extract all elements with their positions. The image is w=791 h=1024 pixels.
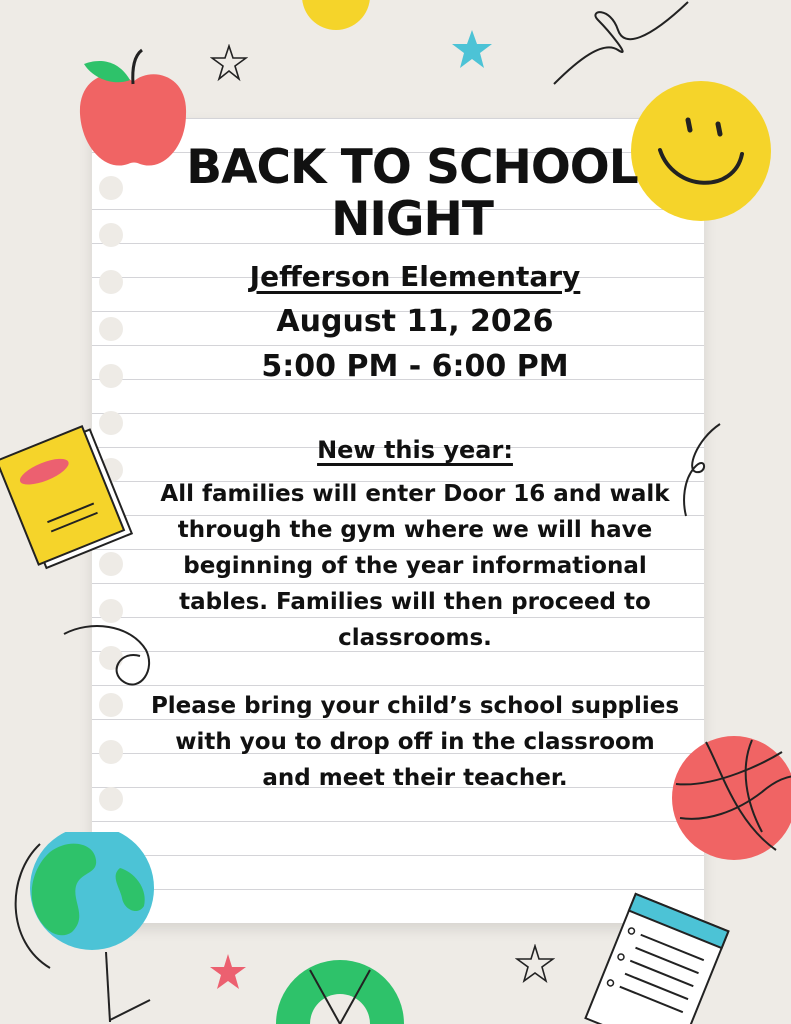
notepad-icon bbox=[574, 886, 734, 1024]
squiggle-decoration bbox=[60, 620, 160, 700]
squiggle-decoration bbox=[548, 0, 698, 90]
title-line-2: NIGHT bbox=[331, 192, 493, 247]
squiggle-decoration bbox=[676, 420, 736, 520]
new-this-year-text: New this year: bbox=[317, 436, 513, 464]
new-this-year-heading bbox=[120, 436, 710, 464]
star-icon bbox=[515, 944, 555, 984]
star-icon bbox=[210, 44, 248, 82]
basketball-icon bbox=[666, 732, 791, 862]
star-icon bbox=[450, 28, 494, 72]
star-icon bbox=[208, 952, 248, 992]
school-name-text: Jefferson Elementary bbox=[249, 260, 581, 293]
event-date: August 11, 2026 bbox=[276, 304, 554, 339]
title-line-1: BACK TO SCHOOL bbox=[186, 140, 638, 195]
globe-icon bbox=[10, 832, 170, 1024]
new-this-year-body: All families will enter Door 16 and walk through the gym where we will have beginning of the year informational tables. Families will then proceed to classrooms. bbox=[160, 481, 670, 651]
supplies-note: Please bring your child’s school supplies with you to drop off in the classroom and meet their teacher. bbox=[150, 693, 680, 791]
book-icon bbox=[0, 420, 140, 575]
event-time: 5:00 PM - 6:00 PM bbox=[261, 349, 569, 384]
sun-icon bbox=[300, 0, 372, 32]
school-name bbox=[120, 260, 710, 293]
protractor-icon bbox=[270, 950, 410, 1024]
